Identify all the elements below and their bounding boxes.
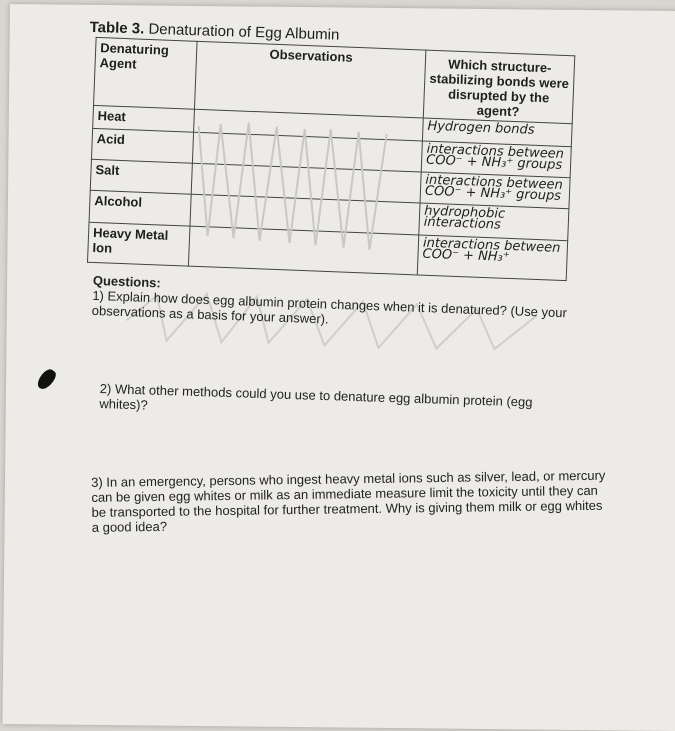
ink-blot xyxy=(35,367,58,392)
question-2: 2) What other methods could you use to denature egg albumin protein (egg whites)? xyxy=(99,380,533,413)
table-number: Table 3. xyxy=(89,18,145,38)
table-title-text: Denaturation of Egg Albumin xyxy=(148,20,340,44)
bonds-cell[interactable]: Hydrogen bonds xyxy=(422,118,572,147)
bonds-cell[interactable]: hydrophobic interactions xyxy=(419,203,569,240)
row-agent: Salt xyxy=(90,160,192,195)
question-3: 3) In an emergency, persons who ingest heavy metal ions such as silver, lead, or mercury can be given egg whites or milk as an immediate measure limit the toxicity until they can be transported to the hospital for further treatment. Why is giving them milk or egg whites a good idea? xyxy=(91,467,606,535)
bonds-cell[interactable]: interactions between COO⁻ + NH₃⁺ groups xyxy=(421,141,571,178)
worksheet-page xyxy=(2,4,675,731)
denaturation-table xyxy=(87,37,575,281)
header-denaturing-agent: Denaturing Agent xyxy=(94,37,198,109)
header-bonds: Which structure-stabilizing bonds were disrupted by the agent? xyxy=(423,50,575,124)
bonds-cell[interactable]: interactions between COO⁻ + NH₃⁺ xyxy=(417,234,567,280)
question-1: 1) Explain how does egg albumin protein changes when it is denatured? (Use your observations as a basis for your answer). xyxy=(91,287,568,327)
row-agent: Acid xyxy=(91,128,193,163)
questions-heading: Questions: xyxy=(92,272,162,291)
row-agent: Alcohol xyxy=(89,191,191,226)
bonds-cell[interactable]: interactions between COO⁻ + NH₃⁺ groups xyxy=(420,172,570,209)
row-agent: Heavy Metal Ion xyxy=(88,222,190,266)
header-observations: Observations xyxy=(194,41,425,118)
questions-block xyxy=(92,273,573,336)
row-agent: Heat xyxy=(93,105,195,132)
observation-cell[interactable] xyxy=(188,226,418,275)
